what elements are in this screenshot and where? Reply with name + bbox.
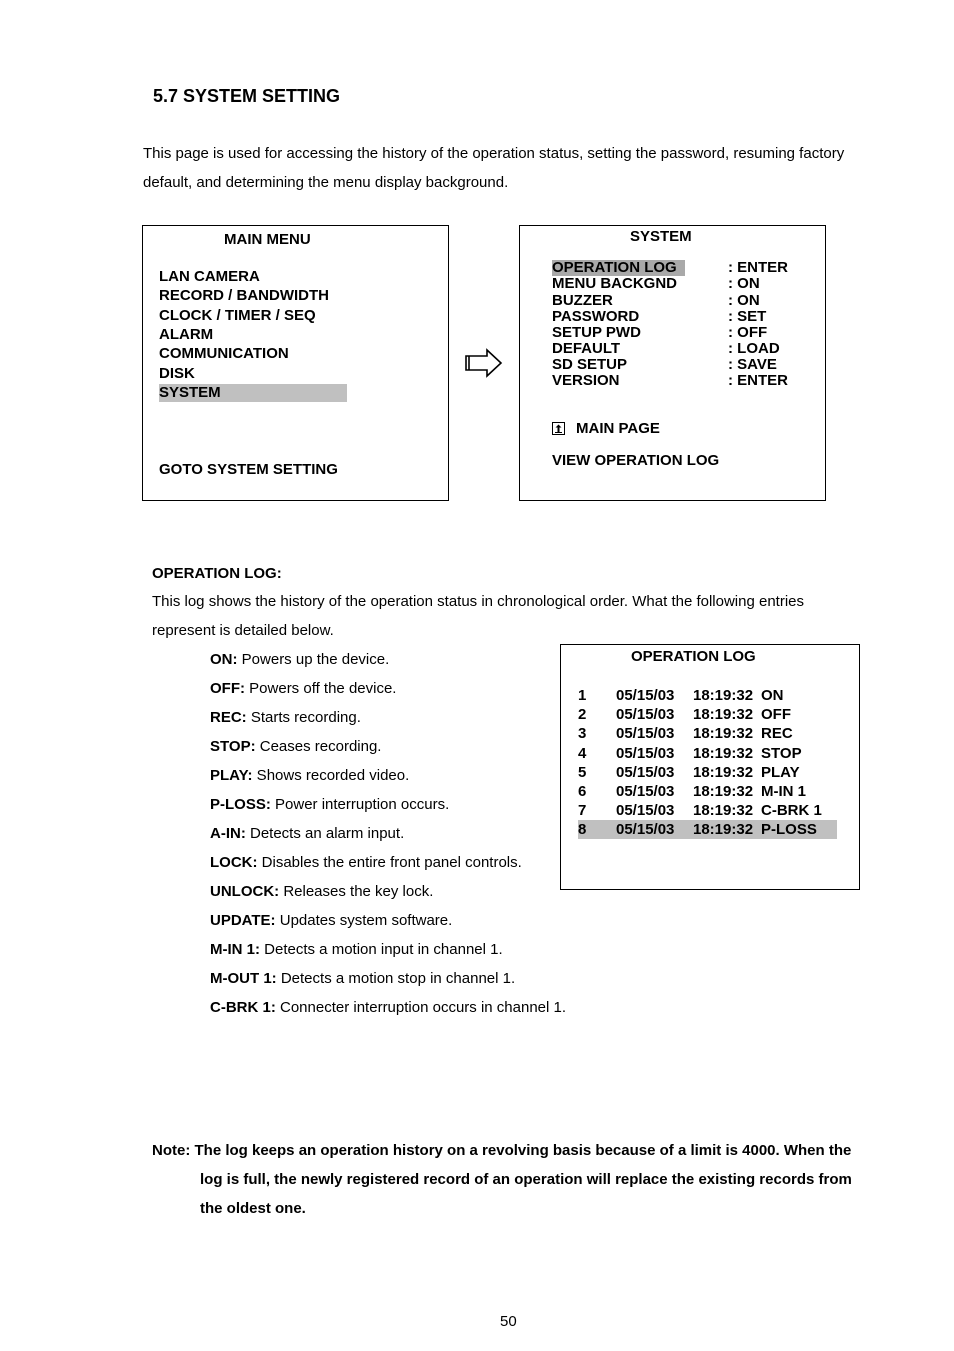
definition-item	[210, 877, 566, 906]
log-no: 5	[578, 764, 587, 781]
main-menu-item-communication[interactable]: COMMUNICATION	[159, 345, 289, 362]
definition-desc: Releases the key lock.	[279, 883, 434, 900]
log-date: 05/15/03	[616, 783, 675, 800]
definition-desc: Detects a motion stop in channel 1.	[276, 970, 516, 987]
definition-term: UNLOCK:	[210, 883, 280, 900]
definition-term: REC:	[210, 709, 247, 726]
definition-desc: Powers off the device.	[245, 680, 397, 697]
definition-item	[210, 703, 566, 732]
system-menu-box	[519, 225, 826, 501]
main-menu-footer: GOTO SYSTEM SETTING	[159, 461, 338, 478]
log-time: 18:19:32	[693, 783, 754, 800]
definition-term: M-OUT 1:	[210, 970, 277, 987]
log-time: 18:19:32	[693, 802, 754, 819]
log-date: 05/15/03	[616, 745, 675, 762]
definition-term: ON:	[210, 651, 238, 668]
system-item-sd-setup[interactable]: SD SETUP	[552, 356, 628, 373]
system-item-setup-pwd-value: : OFF	[728, 324, 768, 341]
definition-desc: Ceases recording.	[255, 738, 382, 755]
definition-desc: Starts recording.	[246, 709, 361, 726]
definition-desc: Power interruption occurs.	[270, 796, 450, 813]
operation-log-title: OPERATION LOG	[631, 648, 756, 665]
note-line-3: the oldest one.	[200, 1200, 306, 1217]
log-time: 18:19:32	[693, 687, 754, 704]
system-item-menu-backgnd[interactable]: MENU BACKGND	[552, 275, 677, 292]
definition-term: OFF:	[210, 680, 245, 697]
right-arrow-icon	[465, 348, 503, 378]
definition-item	[210, 674, 566, 703]
log-no: 6	[578, 783, 587, 800]
definition-list	[210, 645, 566, 1022]
main-menu-item-lan-camera[interactable]: LAN CAMERA	[159, 268, 260, 285]
page-number: 50	[500, 1313, 517, 1330]
note-line-2: log is full, the newly registered record of an operation will replace the existing records from	[200, 1171, 852, 1188]
definition-desc: Connecter interruption occurs in channel 1.	[275, 999, 567, 1016]
definition-desc: Disables the entire front panel controls.	[257, 854, 522, 871]
log-no: 2	[578, 706, 587, 723]
log-event: PLAY	[761, 764, 800, 781]
definition-term: UPDATE:	[210, 912, 276, 929]
definition-term: PLAY:	[210, 767, 253, 784]
definition-item	[210, 819, 566, 848]
main-menu-item-alarm[interactable]: ALARM	[159, 326, 214, 343]
system-item-menu-backgnd-value: : ON	[728, 275, 760, 292]
op-log-desc-line-1: This log shows the history of the operation status in chronological order. What the following entries	[152, 593, 805, 610]
system-item-sd-setup-value: : SAVE	[728, 356, 777, 373]
log-event: REC	[761, 725, 793, 742]
definition-item	[210, 964, 566, 993]
log-no: 1	[578, 687, 587, 704]
log-event: M-IN 1	[761, 783, 806, 800]
log-date: 05/15/03	[616, 706, 675, 723]
intro-line-1: This page is used for accessing the history of the operation status, setting the password, resuming factory	[143, 145, 845, 162]
log-time: 18:19:32	[693, 725, 754, 742]
log-event: STOP	[761, 745, 802, 762]
system-item-buzzer[interactable]: BUZZER	[552, 292, 613, 309]
definition-item	[210, 645, 566, 674]
definition-desc: Detects a motion input in channel 1.	[260, 941, 503, 958]
log-date: 05/15/03	[616, 802, 675, 819]
log-row-selected[interactable]	[578, 820, 837, 839]
note-line-1: Note: The log keeps an operation history on a revolving basis because of a limit is 4000. When the	[152, 1142, 852, 1159]
definition-term: A-IN:	[210, 825, 246, 842]
log-time: 18:19:32	[693, 706, 754, 723]
system-item-version-value: : ENTER	[728, 372, 788, 389]
log-no: 8	[578, 821, 587, 838]
log-date: 05/15/03	[616, 725, 675, 742]
main-menu-item-disk[interactable]: DISK	[159, 365, 195, 382]
log-event: OFF	[761, 706, 791, 723]
main-menu-item-system[interactable]: SYSTEM	[159, 384, 347, 402]
system-menu-footer: VIEW OPERATION LOG	[552, 452, 720, 469]
system-item-default-value: : LOAD	[728, 340, 780, 357]
op-log-heading: OPERATION LOG:	[152, 565, 282, 582]
log-event: ON	[761, 687, 784, 704]
operation-log-box	[560, 644, 860, 890]
definition-term: M-IN 1:	[210, 941, 260, 958]
log-time: 18:19:32	[693, 821, 754, 838]
definition-desc: Detects an alarm input.	[245, 825, 405, 842]
system-item-operation-log-value: : ENTER	[728, 259, 788, 276]
log-no: 3	[578, 725, 587, 742]
log-date: 05/15/03	[616, 687, 675, 704]
definition-term: STOP:	[210, 738, 256, 755]
definition-desc: Shows recorded video.	[252, 767, 410, 784]
definition-term: C-BRK 1:	[210, 999, 276, 1016]
main-page-link[interactable]: MAIN PAGE	[576, 420, 660, 437]
definition-desc: Powers up the device.	[237, 651, 390, 668]
definition-item	[210, 761, 566, 790]
log-date: 05/15/03	[616, 821, 675, 838]
definition-item	[210, 906, 566, 935]
log-time: 18:19:32	[693, 745, 754, 762]
log-no: 4	[578, 745, 587, 762]
system-item-default[interactable]: DEFAULT	[552, 340, 621, 357]
main-menu-item-record-bandwidth[interactable]: RECORD / BANDWIDTH	[159, 287, 329, 304]
definition-item	[210, 732, 566, 761]
main-menu-box	[142, 225, 449, 501]
system-item-password[interactable]: PASSWORD	[552, 308, 640, 325]
definition-item	[210, 935, 566, 964]
system-item-password-value: : SET	[728, 308, 767, 325]
log-time: 18:19:32	[693, 764, 754, 781]
definition-term: P-LOSS:	[210, 796, 271, 813]
intro-line-2: default, and determining the menu display background.	[143, 174, 509, 191]
return-icon[interactable]	[552, 422, 565, 435]
log-event: C-BRK 1	[761, 802, 822, 819]
section-title: 5.7 SYSTEM SETTING	[153, 86, 341, 106]
log-date: 05/15/03	[616, 764, 675, 781]
system-item-operation-log[interactable]: OPERATION LOG	[552, 260, 685, 276]
definition-item	[210, 848, 566, 877]
system-menu-title: SYSTEM	[630, 228, 692, 245]
op-log-desc-line-2: represent is detailed below.	[152, 622, 334, 639]
definition-item	[210, 790, 566, 819]
system-item-version[interactable]: VERSION	[552, 372, 620, 389]
log-no: 7	[578, 802, 587, 819]
definition-desc: Updates system software.	[275, 912, 453, 929]
definition-term: LOCK:	[210, 854, 258, 871]
system-item-buzzer-value: : ON	[728, 292, 760, 309]
definition-item	[210, 993, 566, 1022]
log-event: P-LOSS	[761, 821, 817, 838]
main-menu-title: MAIN MENU	[224, 231, 311, 248]
main-menu-item-clock-timer-seq[interactable]: CLOCK / TIMER / SEQ	[159, 307, 316, 324]
system-item-setup-pwd[interactable]: SETUP PWD	[552, 324, 641, 341]
